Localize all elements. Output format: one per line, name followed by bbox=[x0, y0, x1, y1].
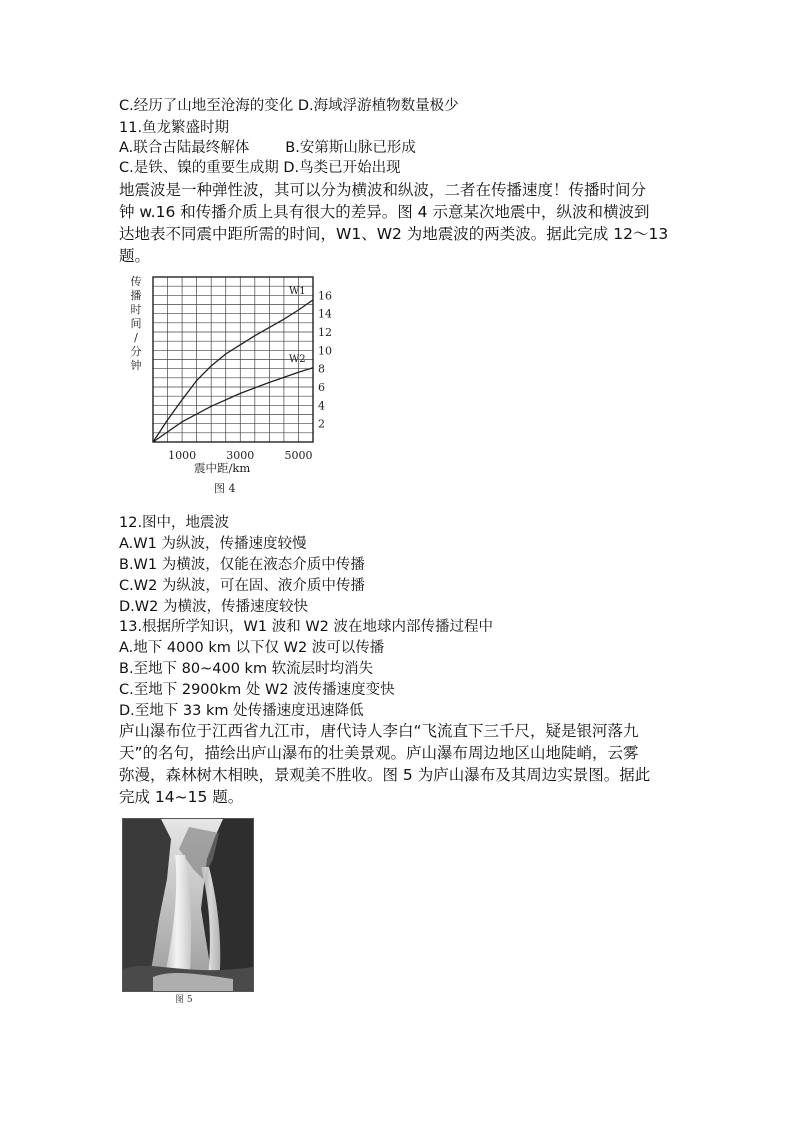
text-line: C.经历了山地至沧海的变化 D.海域浮游植物数量极少 bbox=[119, 98, 459, 114]
y-tick-label: 12 bbox=[318, 326, 332, 339]
question-11-options-cd: C.是铁、镍的重要生成期 D.鸟类已开始出现 bbox=[119, 160, 401, 176]
y-tick-label: 6 bbox=[318, 381, 325, 394]
y-tick-label: 14 bbox=[318, 307, 332, 321]
series-label-w2: W2 bbox=[289, 353, 306, 365]
paragraph-line: 达地表不同震中距所需的时间，W1、W2 为地震波的两类波。据此完成 12～13 bbox=[119, 225, 669, 243]
y-axis-label-char: 播 bbox=[130, 289, 142, 302]
y-axis-label-char: 间 bbox=[130, 317, 142, 330]
option-a: A.联合古陆最终解体 bbox=[119, 140, 250, 156]
option-b: B.安第斯山脉已形成 bbox=[285, 140, 416, 156]
option-d: D.至地下 33 km 处传播速度迅速降低 bbox=[119, 703, 364, 719]
y-axis-label-char: 时 bbox=[130, 303, 142, 316]
paragraph-line: 题。 bbox=[119, 247, 151, 265]
waterfall-photo bbox=[122, 818, 254, 992]
option-c: C.至地下 2900km 处 W2 波传播速度变快 bbox=[119, 682, 395, 698]
x-tick-label: 5000 bbox=[284, 449, 313, 462]
x-axis-label: 震中距/km bbox=[194, 461, 251, 475]
option-c: C.W2 为纵波，可在固、液介质中传播 bbox=[119, 578, 365, 594]
option-d: D.W2 为横波，传播速度较快 bbox=[119, 599, 308, 615]
question-11: 11.鱼龙繁盛时期 bbox=[119, 120, 230, 136]
paragraph-line: 庐山瀑布位于江西省九江市，唐代诗人李白“飞流直下三千尺，疑是银河落九 bbox=[119, 722, 639, 740]
question-12: 12.图中，地震波 bbox=[119, 515, 230, 531]
y-tick-label: 10 bbox=[318, 344, 332, 358]
seismic-wave-chart bbox=[122, 270, 342, 500]
option-b: B.W1 为横波，仅能在液态介质中传播 bbox=[119, 557, 365, 573]
question-13: 13.根据所学知识，W1 波和 W2 波在地球内部传播过程中 bbox=[119, 619, 494, 635]
y-axis-label-char: 传 bbox=[130, 275, 142, 288]
y-tick-label: 4 bbox=[318, 399, 325, 413]
option-a: A.W1 为纵波，传播速度较慢 bbox=[119, 536, 307, 552]
chart-ticks bbox=[168, 289, 332, 462]
y-axis-label-char: 分 bbox=[130, 345, 142, 358]
paragraph-line: 天”的名句，描绘出庐山瀑布的壮美景观。庐山瀑布周边地区山地陡峭，云雾 bbox=[119, 744, 639, 762]
series-line-w2 bbox=[153, 368, 313, 442]
paragraph-line: 完成 14~15 题。 bbox=[119, 788, 244, 806]
figure-5-caption: 图 5 bbox=[175, 995, 193, 1005]
paragraph-line: 弥漫，森林树木相映，景观美不胜收。图 5 为庐山瀑布及其周边实景图。据此 bbox=[119, 766, 651, 784]
y-axis-label bbox=[131, 274, 142, 372]
series-label-w1: W1 bbox=[289, 285, 306, 297]
option-a: A.地下 4000 km 以下仅 W2 波可以传播 bbox=[119, 640, 385, 656]
question-11-options-ab bbox=[119, 138, 416, 158]
series-line-w1 bbox=[153, 300, 313, 442]
figure-4-caption: 图 4 bbox=[214, 482, 236, 495]
y-tick-label: 2 bbox=[318, 417, 325, 431]
paragraph-line: 钟 w.16 和传播介质上具有很大的差异。图 4 示意某次地震中，纵波和横波到 bbox=[119, 203, 650, 221]
y-axis-label-char: 钟 bbox=[130, 359, 142, 372]
x-tick-label: 3000 bbox=[226, 449, 255, 462]
y-tick-label: 8 bbox=[318, 362, 325, 376]
chart-series bbox=[153, 286, 313, 442]
option-b: B.至地下 80~400 km 软流层时均消失 bbox=[119, 661, 374, 677]
y-axis-label-char: / bbox=[134, 331, 138, 344]
y-tick-label: 16 bbox=[318, 289, 332, 303]
paragraph-line: 地震波是一种弹性波，其可以分为横波和纵波，二者在传播速度！传播时间分 bbox=[119, 181, 647, 199]
x-tick-label: 1000 bbox=[168, 449, 197, 462]
